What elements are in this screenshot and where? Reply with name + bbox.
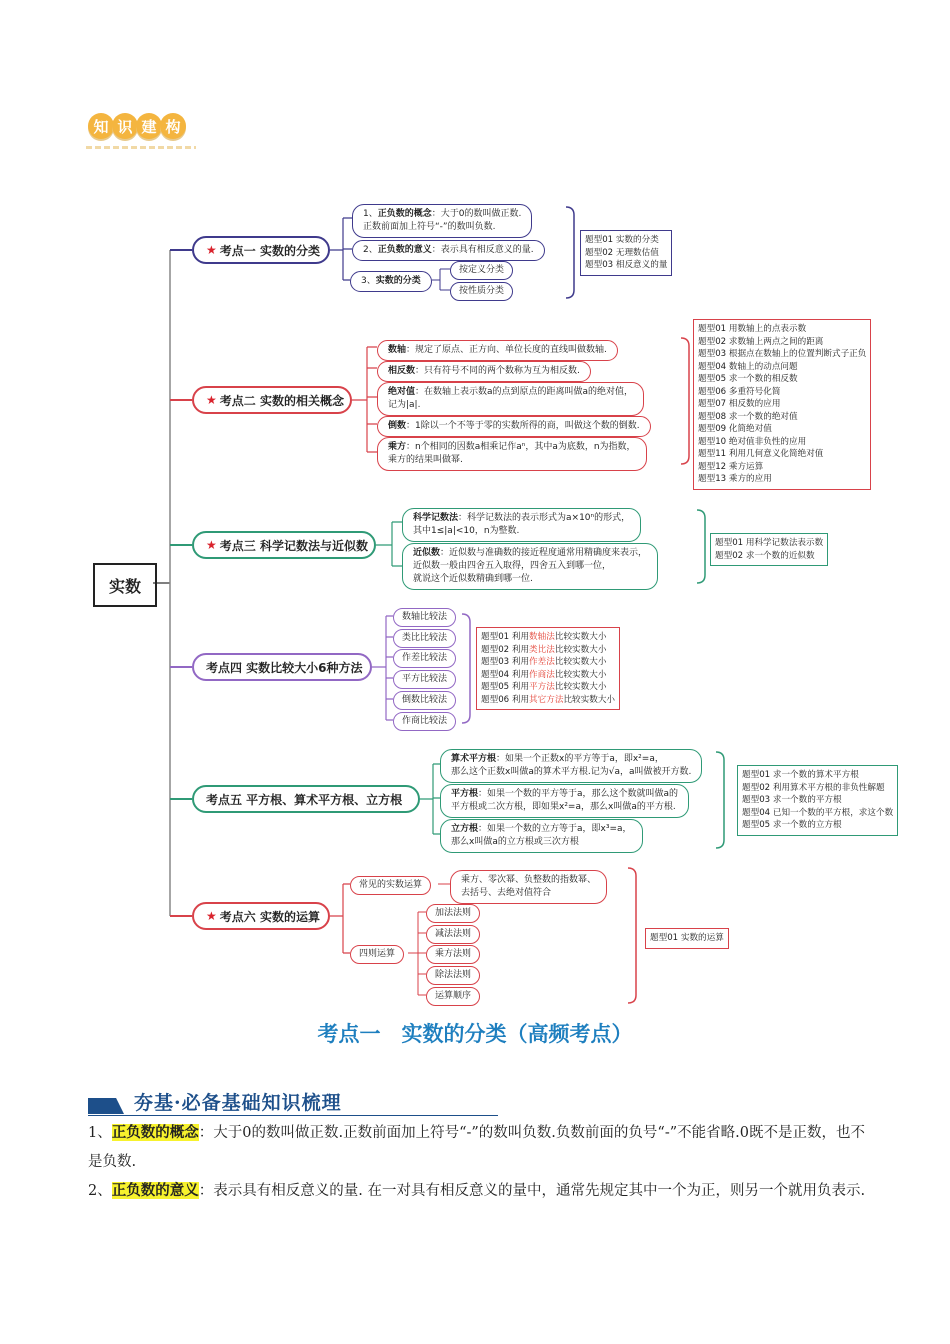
knowledge-construction-badge <box>88 113 184 139</box>
node-text: ：大于0的数叫做正数. <box>431 209 522 219</box>
node-term: 正负数的概念 <box>377 209 432 219</box>
question-type: 题型10 绝对值非负性的应用 <box>698 436 807 447</box>
concept-node <box>440 784 689 818</box>
node-term: 实数的分类 <box>375 276 421 286</box>
question-type: 题型12 乘方运算 <box>698 461 764 472</box>
question-type: 题型01 利用数轴法比较实数大小 <box>481 632 607 642</box>
question-type: 题型05 求一个数的相反数 <box>698 374 798 384</box>
question-type: 题型03 利用作差法比较实数大小 <box>481 657 607 667</box>
concept-node <box>377 416 651 437</box>
sub-node: 作商比较法 <box>393 712 456 731</box>
question-type: 题型01 实数的分类 <box>585 235 659 245</box>
node-term: 立方根 <box>451 824 479 834</box>
badge-char: 建 <box>136 113 162 139</box>
section-title: 考点一 实数的分类（高频考点） <box>317 1021 633 1046</box>
badge-char: 构 <box>160 113 186 139</box>
badge-char: 识 <box>112 113 138 139</box>
concept-node <box>440 749 702 783</box>
concept-node <box>450 870 607 904</box>
concept-node <box>402 543 658 590</box>
question-type: 题型05 求一个数的立方根 <box>742 820 842 830</box>
node-text: ：n个相同的因数a相乘记作aⁿ，其中a为底数，n为指数， <box>406 442 636 452</box>
node-text: ：在数轴上表示数a的点到原点的距离叫做a的绝对值， <box>415 387 634 397</box>
node-text: 记为|a|. <box>388 400 421 410</box>
category-5 <box>192 785 420 813</box>
question-type: 题型02 无理数估值 <box>585 247 659 258</box>
paragraph-1: 1、正负数的概念：大于0的数叫做正数.正数前面加上符号“-”的数叫负数.负数前面的负号“-”不能省略.0既不是正数，也不是负数. <box>88 1124 865 1170</box>
node-text: 平方根或二次方根，即如果x²=a，那么x叫做a的平方根. <box>451 802 676 812</box>
question-type-box <box>476 627 620 710</box>
node-text: 近似数一般由四舍五入取得，四舍五入到哪一位， <box>413 561 612 571</box>
highlight-term: 正负数的概念 <box>111 1124 199 1141</box>
banner-underline <box>88 1115 498 1116</box>
sub-node: 数轴比较法 <box>393 608 456 627</box>
node-text: ：如果一个数的平方等于a，那么这个数就叫做a的 <box>478 789 679 799</box>
sub-node: 运算顺序 <box>426 987 480 1006</box>
node-text: 那么x叫做a的立方根或三次方根 <box>451 837 579 847</box>
question-type: 题型02 利用类比法比较实数大小 <box>481 644 607 655</box>
question-type: 题型13 乘方的应用 <box>698 474 772 484</box>
star-icon: ★ <box>206 393 217 407</box>
mindmap-root: 实数 <box>93 563 157 607</box>
node-prefix: 1、 <box>363 209 378 219</box>
node-term: 绝对值 <box>388 387 416 397</box>
question-type-box <box>580 230 672 276</box>
node-text: 去括号、去绝对值符合 <box>461 888 552 898</box>
node-text: 就说这个近似数精确到哪一位. <box>413 574 533 584</box>
sub-node: 加法法则 <box>426 904 480 923</box>
concept-node <box>402 508 641 542</box>
concept-node <box>440 819 643 853</box>
category-2 <box>192 386 352 414</box>
sub-node: 除法法则 <box>426 966 480 985</box>
sub-node: 减法法则 <box>426 925 480 944</box>
question-type-box <box>710 533 828 566</box>
category-label: 考点一 实数的分类 <box>219 243 320 258</box>
sub-node: 作差比较法 <box>393 649 456 668</box>
banner-bar <box>88 1098 124 1114</box>
concept-node <box>377 437 647 471</box>
star-icon: ★ <box>206 243 217 257</box>
category-label: 考点五 平方根、算术平方根、立方根 <box>206 792 403 807</box>
node-term: 算术平方根 <box>451 754 497 764</box>
question-type: 题型01 用数轴上的点表示数 <box>698 324 807 334</box>
question-type: 题型04 利用作商法比较实数大小 <box>481 669 607 680</box>
question-type: 题型06 利用其它方法比较实数大小 <box>481 694 616 705</box>
category-6 <box>192 902 330 930</box>
question-type: 题型09 化简绝对值 <box>698 424 772 434</box>
node-text: ：如果一个正数x的平方等于a，即x²=a， <box>496 754 664 764</box>
node-term: 数轴 <box>388 345 407 355</box>
node-text: ：1除以一个不等于零的实数所得的商，叫做这个数的倒数. <box>406 421 640 431</box>
question-type: 题型07 相反数的应用 <box>698 399 781 409</box>
highlight-term: 正负数的意义 <box>111 1182 199 1199</box>
category-label: 考点六 实数的运算 <box>219 909 320 924</box>
node-text: 乘方、零次幂、负整数的指数幂、 <box>461 875 597 885</box>
node-text: 那么这个正数x叫做a的算术平方根.记为√a，a叫做被开方数. <box>451 767 692 777</box>
question-type: 题型01 实数的运算 <box>650 933 724 943</box>
node-text: ：表示具有相反意义的量. <box>431 245 534 255</box>
question-type-box <box>645 928 729 949</box>
sub-node: 按性质分类 <box>450 282 513 301</box>
category-label: 考点四 实数比较大小6种方法 <box>206 660 363 675</box>
concept-node <box>377 382 644 416</box>
node-term: 相反数 <box>388 366 416 376</box>
category-3 <box>192 531 376 559</box>
node-text: 正数前面加上符号“-”的数叫负数. <box>363 222 496 232</box>
node-term: 乘方 <box>388 442 407 452</box>
section-banner <box>88 1090 498 1116</box>
node-text: ：只有符号不同的两个数称为互为相反数. <box>415 366 580 376</box>
concept-node <box>352 240 545 261</box>
node-prefix: 2、 <box>363 245 378 255</box>
question-type: 题型03 相反意义的量 <box>585 260 668 270</box>
node-term: 近似数 <box>413 548 441 558</box>
question-type: 题型04 数轴上的动点问题 <box>698 361 798 372</box>
question-type: 题型03 根据点在数轴上的位置判断式子正负 <box>698 349 867 359</box>
sub-node: 乘方法则 <box>426 945 480 964</box>
badge-underline <box>86 146 196 149</box>
concept-node <box>350 271 432 292</box>
node-text: ：如果一个数的立方等于a，即x³=a， <box>478 824 632 834</box>
category-label: 考点三 科学记数法与近似数 <box>219 538 368 553</box>
concept-node <box>377 340 618 361</box>
sub-node: 常见的实数运算 <box>350 876 431 895</box>
paragraph-2: 2、正负数的意义：表示具有相反意义的量. 在一对具有相反意义的量中，通常先规定其中一个为正，则另一个就用负表示. <box>88 1182 866 1199</box>
question-type-box <box>693 319 871 490</box>
sub-node: 四则运算 <box>350 945 404 964</box>
concept-node <box>352 204 532 238</box>
category-label: 考点二 实数的相关概念 <box>219 393 344 408</box>
node-term: 正负数的意义 <box>377 245 432 255</box>
question-type: 题型02 利用算术平方根的非负性解题 <box>742 782 885 793</box>
sub-node: 平方比较法 <box>393 670 456 689</box>
question-type: 题型02 求数轴上两点之间的距离 <box>698 336 824 347</box>
sub-node: 按定义分类 <box>450 261 513 280</box>
sub-node: 倒数比较法 <box>393 691 456 710</box>
node-text: ：科学记数法的表示形式为a×10ⁿ的形式， <box>458 513 631 523</box>
star-icon: ★ <box>206 538 217 552</box>
node-text: 其中1≤|a|<10，n为整数. <box>413 526 520 536</box>
question-type: 题型03 求一个数的平方根 <box>742 795 842 805</box>
question-type: 题型05 利用平方法比较实数大小 <box>481 682 607 692</box>
node-text: 乘方的结果叫做幂. <box>388 455 463 465</box>
question-type: 题型11 利用几何意义化简绝对值 <box>698 449 824 459</box>
question-type: 题型04 已知一个数的平方根，求这个数 <box>742 807 894 818</box>
star-icon: ★ <box>206 909 217 923</box>
node-prefix: 3、 <box>361 276 376 286</box>
question-type: 题型01 求一个数的算术平方根 <box>742 770 859 780</box>
node-text: ：近似数与准确数的接近程度通常用精确度来表示， <box>440 548 648 558</box>
sub-node: 类比比较法 <box>393 629 456 648</box>
question-type: 题型08 求一个数的绝对值 <box>698 411 798 422</box>
node-text: ：规定了原点、正方向、单位长度的直线叫做数轴. <box>406 345 607 355</box>
node-term: 平方根 <box>451 789 479 799</box>
question-type-box <box>737 765 898 836</box>
category-1 <box>192 236 330 264</box>
question-type: 题型06 多重符号化简 <box>698 386 781 397</box>
concept-node <box>377 361 591 382</box>
node-term: 科学记数法 <box>413 513 459 523</box>
badge-char: 知 <box>88 113 114 139</box>
node-term: 倒数 <box>388 421 407 431</box>
category-4 <box>192 653 372 681</box>
question-type: 题型01 用科学记数法表示数 <box>715 538 824 548</box>
banner-text: 夯基·必备基础知识梳理 <box>134 1092 342 1114</box>
question-type: 题型02 求一个数的近似数 <box>715 550 815 561</box>
